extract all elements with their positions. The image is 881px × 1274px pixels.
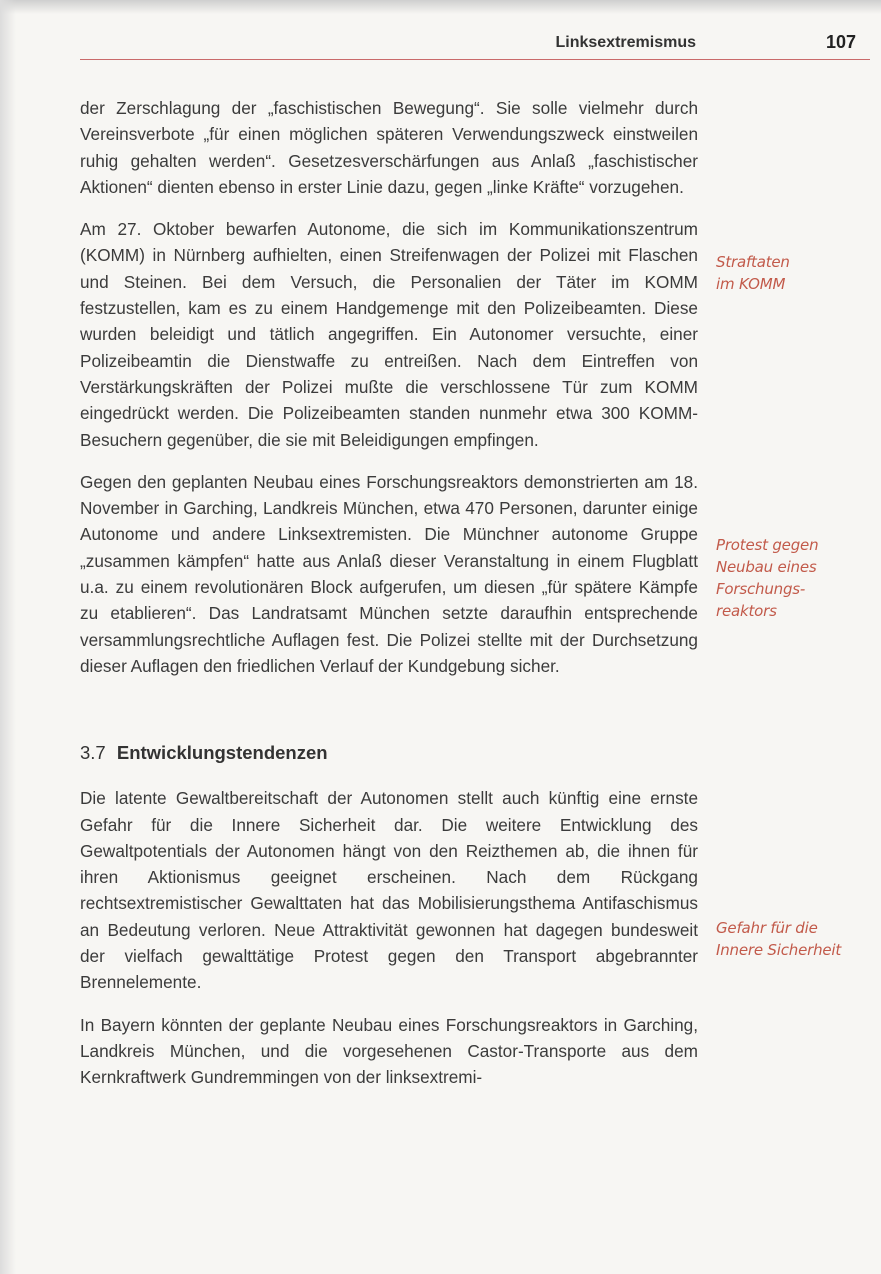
section-number: 3.7 bbox=[80, 742, 106, 764]
section-heading bbox=[80, 741, 698, 765]
page-number: 107 bbox=[825, 32, 856, 52]
margin-note-line: im KOMM bbox=[716, 275, 786, 293]
margin-note-gefahr bbox=[716, 917, 866, 961]
margin-note-line: Protest gegen bbox=[716, 536, 819, 554]
margin-note-line: Forschungs- bbox=[716, 580, 806, 598]
main-text-column bbox=[80, 95, 698, 1107]
margin-note-protest bbox=[716, 534, 866, 622]
header-rule bbox=[80, 59, 870, 60]
paragraph-forschungsreaktor: Gegen den geplanten Neubau eines Forschungsreaktors demonstrierten am 18. November in Garching, Landkreis München, etwa 470 Personen, darunter einige Autonome und andere Linksextremisten. Die Münchner autonome Gruppe „zusammen kämpfen“ hatte aus Anlaß dieser Veranstaltung in einem Flugblatt u.a. zu einem revolutionären Block aufgerufen, um diesen „für spätere Kämpfe zu etablieren“. Das Landratsamt München setzte daraufhin entsprechende versammlungsrechtliche Auflagen fest. Die Polizei stellte mit der Durchsetzung dieser Auflagen den friedlichen Verlauf der Kundgebung sicher. bbox=[80, 471, 698, 676]
page-gutter-shadow bbox=[0, 0, 16, 1274]
section-title: Entwicklungstendenzen bbox=[116, 742, 328, 764]
margin-note-line: Innere Sicherheit bbox=[716, 941, 842, 959]
paragraph-komm: Am 27. Oktober bewarfen Autonome, die sich im Kommunikationszentrum (KOMM) in Nürnberg aufhielten, einen Streifenwagen der Polizei mit Flaschen und Steinen. Bei dem Versuch, die Personalien der Täter im KOMM festzustellen, kam es zu einem Handgemenge mit den Polizeibeamten. Diese wurden beleidigt und tätlich angegriffen. Ein Autonomer versuchte, einer Polizeibeamtin die Dienstwaffe zu entreißen. Nach dem Eintreffen von Verstärkungskräften der Polizei mußte die verschlossene Tür zum KOMM eingedrückt werden. Die Polizeibeamten standen nunmehr etwa 300 KOMM-Besuchern gegenüber, die sie mit Beleidigungen empfingen. bbox=[80, 219, 698, 450]
paragraph-bayern: In Bayern könnten der geplante Neubau eines Forschungsreaktors in Garching, Landkreis München, und die vorgesehenen Castor-Transporte aus dem Kernkraftwerk Gundremmingen von der linksextremi- bbox=[80, 1014, 698, 1088]
paragraph-gewaltbereitschaft: Die latente Gewaltbereitschaft der Autonomen stellt auch künftig eine ernste Gefahr für die Innere Sicherheit dar. Die weitere Entwicklung des Gewaltpotentials der Autonomen hängt von den Reizthemen ab, die ihnen für ihren Aktionismus geeignet erscheinen. Nach dem Rückgang rechtsextremistischer Gewalttaten hat das Mobilisierungsthema Antifaschismus an Bedeutung verloren. Neue Attraktivität gewonnen hat dagegen bundesweit der vielfach gewalttätige Protest gegen den Transport abgebrannter Brennelemente. bbox=[80, 788, 698, 993]
margin-note-line: reaktors bbox=[716, 602, 777, 620]
margin-note-line: Neubau eines bbox=[716, 558, 817, 576]
paragraph-zerschlagung: der Zerschlagung der „faschistischen Bewegung“. Sie solle vielmehr durch Vereinsverbote „für einen möglichen späteren Verwendungszweck einstweilen ruhig gehalten werden“. Gesetzesverschärfungen aus Anlaß „faschistischer Aktionen“ dienten ebenso in erster Linie dazu, gegen „linke Kräfte“ vorzugehen. bbox=[80, 98, 698, 197]
margin-note-line: Gefahr für die bbox=[716, 919, 818, 937]
running-header-title: Linksextremismus bbox=[555, 34, 696, 51]
running-header bbox=[0, 0, 881, 64]
margin-note-line: Straftaten bbox=[716, 253, 790, 271]
margin-note-komm bbox=[716, 251, 866, 295]
